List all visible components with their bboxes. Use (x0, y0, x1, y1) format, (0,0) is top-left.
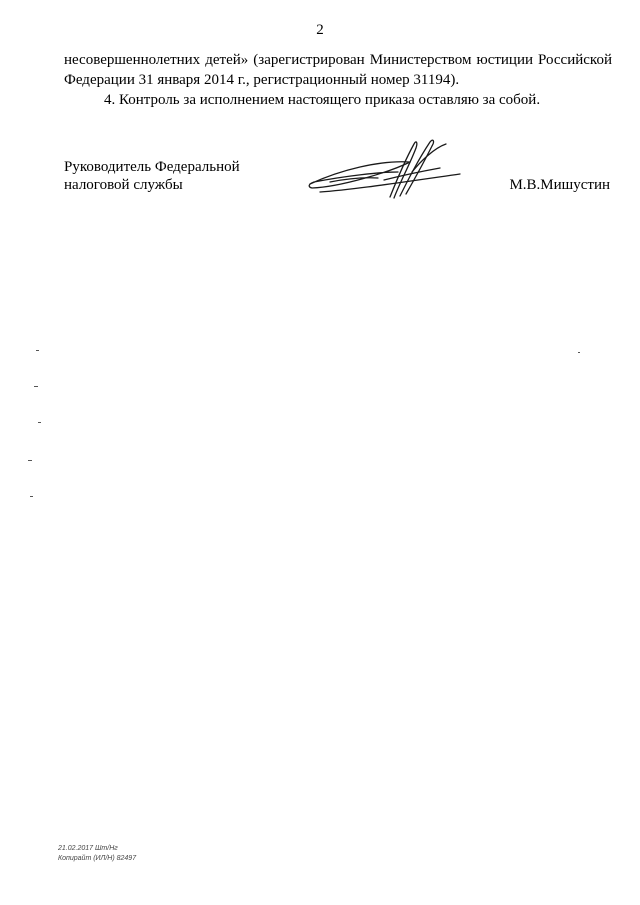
signatory-name: М.В.Мишустин (509, 177, 610, 193)
scan-artifact (34, 386, 38, 387)
scan-artifact (578, 352, 580, 353)
footer-stamp (58, 844, 136, 864)
signatory-title-line-2: налоговой службы (64, 177, 183, 193)
document-body (64, 50, 612, 110)
scan-artifact (38, 422, 41, 423)
footer-line-1: 21.02.2017 Шт/Нг (58, 845, 118, 852)
paragraph-item-4: 4. Контроль за исполнением настоящего приказа оставляю за собой. (104, 92, 541, 108)
scan-artifact (30, 496, 33, 497)
page-number: 2 (316, 22, 324, 38)
scan-artifact (28, 460, 32, 461)
signatory-title (64, 158, 240, 194)
footer-line-2: Копирайт (ИЛ/Н) 82497 (58, 855, 137, 862)
signatory-title-line-1: Руководитель Федеральной (64, 159, 240, 175)
scan-artifact (36, 350, 39, 351)
paragraph-continuation: несовершеннолетних детей» (зарегистрирован Министерством юстиции Российской Федерации 31 января 2014 г., регистрационный номер 31194). (64, 52, 612, 88)
handwritten-signature-icon (300, 132, 470, 212)
